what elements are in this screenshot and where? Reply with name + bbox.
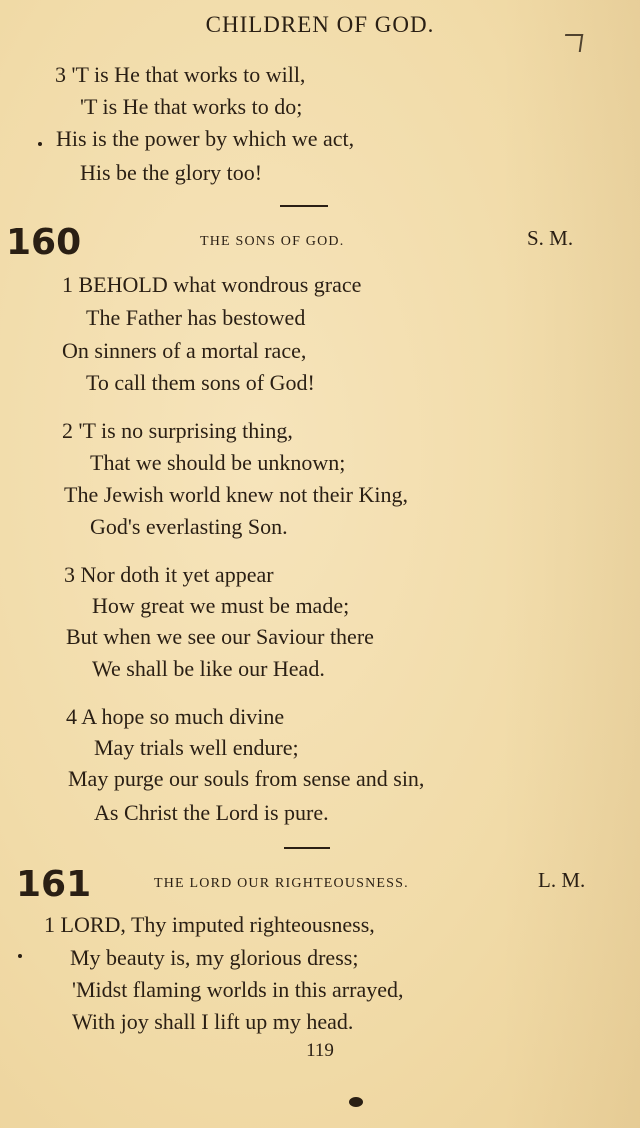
corner-mark [563,34,584,52]
verse-line: 'Midst flaming worlds in this arrayed, [72,977,404,1002]
verse-line: How great we must be made; [92,593,350,618]
running-head: CHILDREN OF GOD. [205,12,435,37]
verse-line: We shall be like our Head. [92,656,325,681]
printer-dot [18,954,22,958]
verse-line: But when we see our Saviour there [66,624,374,649]
verse-line: To call them sons of God! [86,370,315,395]
verse-line: May trials well endure; [94,735,299,760]
page-number: 119 [306,1040,334,1061]
ornament-dot [349,1097,363,1107]
hymn-meter: S. M. [527,226,574,250]
verse-line: His be the glory too! [80,160,263,185]
verse-line: On sinners of a mortal race, [62,338,307,363]
hymn-title: THE LORD OUR RIGHTEOUSNESS. [154,876,409,891]
verse-line: May purge our souls from sense and sin, [68,766,425,791]
verse-line: 1 BEHOLD what wondrous grace [62,272,362,297]
verse-line: 2 'T is no surprising thing, [62,418,293,443]
verse-line: With joy shall I lift up my head. [72,1009,354,1034]
verse-line: The Father has bestowed [86,305,306,330]
verse-line: His is the power by which we act, [56,126,355,151]
verse-line: 3 Nor doth it yet appear [64,562,274,587]
verse-line: God's everlasting Son. [90,514,288,539]
hymn-meter: L. M. [538,868,586,892]
section-rule [284,847,330,849]
section-rule [280,205,328,207]
hymn-number: 161 [16,864,92,905]
verse-line: 4 A hope so much divine [66,704,285,729]
verse-line: 3 'T is He that works to will, [55,62,306,87]
verse-line: As Christ the Lord is pure. [94,800,329,825]
printer-dot [38,142,42,146]
verse-line: 1 LORD, Thy imputed righteousness, [44,912,375,937]
hymn-number: 160 [6,222,82,263]
verse-line: 'T is He that works to do; [80,94,303,119]
verse-line: The Jewish world knew not their King, [64,482,408,507]
verse-line: My beauty is, my glorious dress; [70,945,359,970]
show-through-shading [500,0,640,1128]
hymn-title: THE SONS OF GOD. [200,234,345,249]
verse-line: That we should be unknown; [90,450,346,475]
